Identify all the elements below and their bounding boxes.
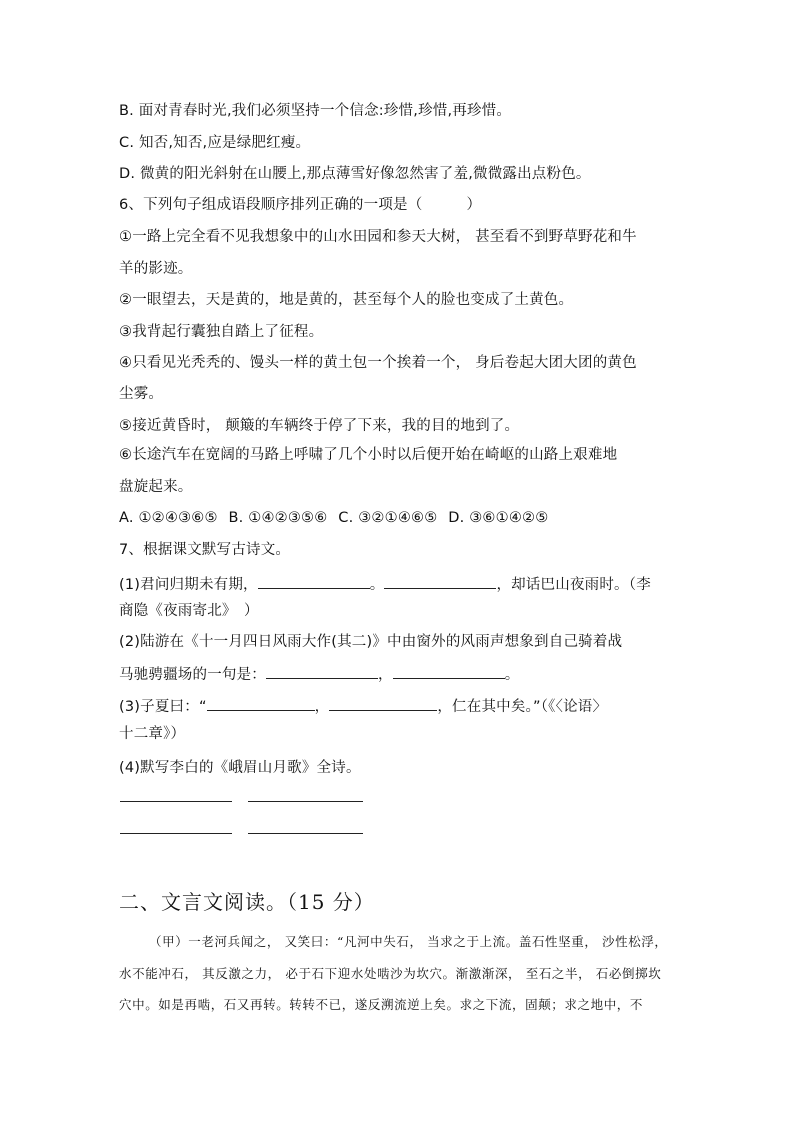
q6-option-a: A. ①②④③⑥⑤ [119, 510, 218, 526]
answer-line[interactable] [248, 801, 363, 802]
q6-options-row [119, 508, 548, 528]
sentence-1-line-2: 羊的影迹。 [119, 261, 193, 277]
answer-line[interactable] [248, 833, 363, 834]
sentence-2: ②一眼望去，天是黄的，地是黄的，甚至每个人的脸也变成了土黄色。 [119, 292, 574, 308]
poem-item-3-line-1: (3)子夏曰：“ ， ，仁在其中矣。”（《〈论语〉 [119, 696, 607, 717]
answer-blank[interactable] [266, 664, 378, 679]
sentence-4-line-2: 尘雾。 [119, 386, 164, 402]
question-7: 7、根据课文默写古诗文。 [119, 542, 291, 558]
poem-item-4: (4)默写李白的《峨眉山月歌》全诗。 [119, 760, 361, 776]
poem-item-2-line-2: 马驰骋疆场的一句是： ， 。 [119, 664, 519, 685]
answer-line[interactable] [120, 833, 232, 834]
sentence-6-line-2: 盘旋起来。 [119, 479, 193, 495]
q6-option-b: B. ①④②③⑤⑥ [228, 510, 328, 526]
poem-item-3-line-2: 十二章》） [119, 726, 186, 742]
answer-blank[interactable] [258, 574, 370, 589]
poem-item-1-line-1: (1)君问归期未有期， 。 ，却话巴山夜雨时。（李 [119, 574, 651, 595]
answer-blank[interactable] [207, 696, 315, 711]
sentence-1-line-1: ①一路上完全看不见我想象中的山水田园和参天大树， 甚至看不到野草野花和牛 [119, 229, 637, 245]
answer-line[interactable] [120, 801, 232, 802]
q6-option-d: D. ③⑥①④②⑤ [448, 510, 549, 526]
sentence-5: ⑤接近黄昏时， 颠簸的车辆终于停了下来，我的目的地到了。 [119, 418, 520, 434]
sentence-4-line-1: ④只看见光秃秃的、馒头一样的黄土包一个挨着一个， 身后卷起大团大团的黄色 [119, 355, 637, 371]
option-c-line: C. 知否,知否,应是绿肥红瘦。 [119, 135, 311, 151]
sentence-6-line-1: ⑥长途汽车在宽阔的马路上呼啸了几个小时以后便开始在崎岖的山路上艰难地 [119, 447, 618, 463]
q6-option-c: C. ③②①④⑥⑤ [338, 510, 438, 526]
answer-blank[interactable] [384, 574, 496, 589]
poem-item-2-line-1: (2)陆游在《十一月四日风雨大作(其二)》中由窗外的风雨声想象到自己骑着战 [119, 634, 623, 650]
poem-item-1-line-2: 商隐《夜雨寄北》 ） [119, 603, 259, 619]
classical-text-line-3: 穴中。如是再啮，石又再转。转转不已，遂反溯流逆上矣。求之下流，固颠；求之地中，不 [119, 997, 644, 1012]
section-2-heading: 二、文言文阅读。（15 分） [119, 890, 375, 914]
question-6: 6、下列句子组成语段顺序排列正确的一项是（ ） [119, 197, 482, 213]
classical-text-line-1: （甲）一老河兵闻之， 又笑曰：“凡河中失石， 当求之于上流。盖石性坚重， 沙性松浮， [149, 934, 668, 949]
answer-blank[interactable] [329, 696, 437, 711]
sentence-3: ③我背起行囊独自踏上了征程。 [119, 324, 324, 340]
classical-text-line-2: 水不能冲石， 其反激之力， 必于石下迎水处啮沙为坎穴。渐激渐深， 至石之半， 石必倒掷坎 [119, 966, 662, 981]
answer-blank[interactable] [393, 664, 505, 679]
option-d-line: D. 微黄的阳光斜射在山腰上,那点薄雪好像忽然害了羞,微微露出点粉色。 [119, 166, 591, 182]
option-b-line: B. 面对青春时光,我们必须坚持一个信念:珍惜,珍惜,再珍惜。 [119, 103, 512, 119]
